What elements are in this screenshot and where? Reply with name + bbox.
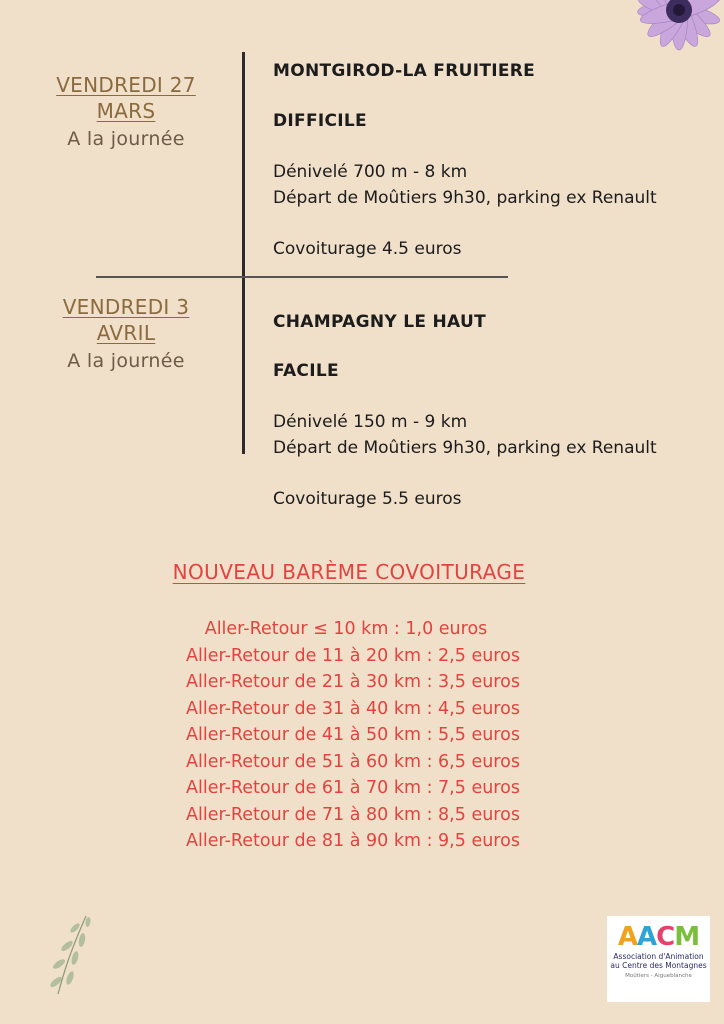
event-1-carpool: Covoiturage 4.5 euros	[273, 239, 462, 259]
bareme-line: Aller-Retour de 31 à 40 km : 4,5 euros	[186, 698, 520, 719]
bareme-list	[0, 616, 706, 855]
event-1-elevation: Dénivelé 700 m - 8 km	[273, 162, 468, 182]
bareme-line: Aller-Retour ≤ 10 km : 1,0 euros	[204, 619, 488, 639]
logo-line2: au Centre des Montagnes	[610, 961, 707, 970]
event-2-date	[36, 294, 216, 374]
bareme-line: Aller-Retour de 71 à 80 km : 8,5 euros	[186, 804, 520, 825]
event-2-date-line2: AVRIL	[96, 321, 156, 345]
logo-line3: Moûtiers - Aigueblanche	[625, 973, 692, 979]
olive-branch-icon	[48, 912, 96, 996]
bareme-line: Aller-Retour de 81 à 90 km : 9,5 euros	[186, 831, 520, 851]
bareme-line: Aller-Retour de 51 à 60 km : 6,5 euros	[186, 751, 520, 772]
logo-letter: A	[637, 922, 657, 952]
logo-letter: A	[617, 922, 638, 952]
logo-line1: Association d'Animation	[613, 952, 704, 961]
event-1-level: DIFFICILE	[273, 111, 367, 131]
vertical-divider	[242, 52, 245, 454]
logo-mark	[607, 922, 710, 952]
event-1-date	[36, 72, 216, 152]
bareme-line: Aller-Retour de 61 à 70 km : 7,5 euros	[186, 778, 520, 798]
horizontal-divider	[96, 276, 508, 278]
event-1-place: MONTGIROD-LA FRUITIERE	[273, 61, 536, 81]
event-1-date-line2: MARS	[96, 99, 156, 123]
event-2-level: FACILE	[273, 361, 339, 381]
event-2-duration: A la journée	[67, 350, 185, 372]
event-1-date-line1: VENDREDI 27	[56, 73, 196, 97]
bareme-line: Aller-Retour de 21 à 30 km : 3,5 euros	[186, 672, 520, 692]
event-2-date-line1: VENDREDI 3	[62, 295, 190, 319]
bareme-line: Aller-Retour de 41 à 50 km : 5,5 euros	[186, 725, 520, 745]
event-2-carpool: Covoiturage 5.5 euros	[273, 489, 462, 509]
bareme-line: Aller-Retour de 11 à 20 km : 2,5 euros	[186, 645, 520, 666]
logo-letter: C	[656, 922, 675, 952]
purple-flower-icon	[584, 0, 724, 95]
logo-letter: M	[674, 922, 700, 952]
event-1-departure: Départ de Moûtiers 9h30, parking ex Renault	[273, 188, 657, 208]
event-1-duration: A la journée	[67, 128, 185, 150]
event-2-place: CHAMPAGNY LE HAUT	[273, 312, 486, 332]
bareme-title: NOUVEAU BARÈME COVOITURAGE	[172, 560, 526, 584]
event-2-departure: Départ de Moûtiers 9h30, parking ex Renault	[273, 438, 657, 458]
aacm-logo	[607, 916, 710, 1002]
event-2-elevation: Dénivelé 150 m - 9 km	[273, 412, 468, 432]
